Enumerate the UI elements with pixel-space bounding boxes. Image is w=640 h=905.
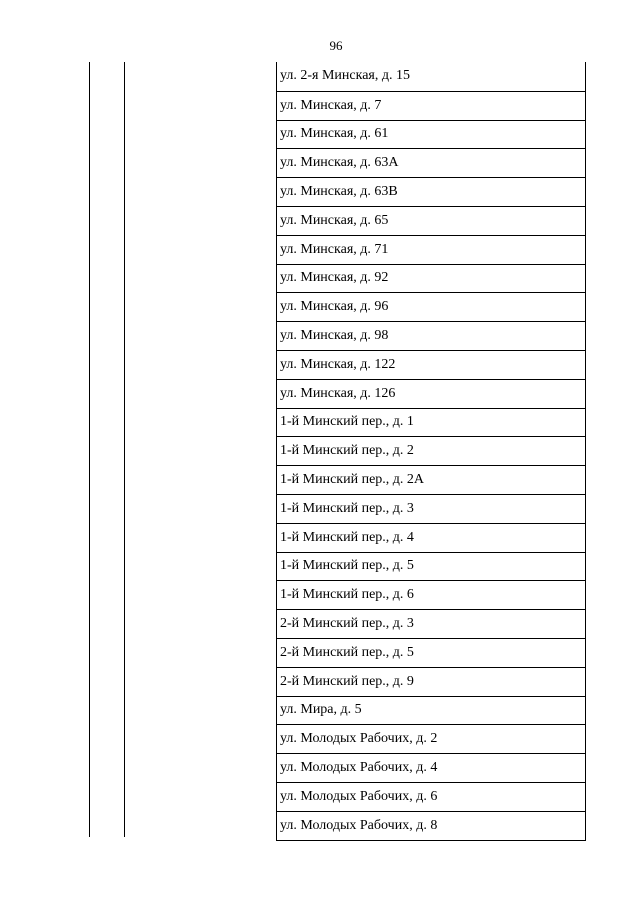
table-row: 1-й Минский пер., д. 6 [277,580,585,609]
table-row: 1-й Минский пер., д. 2А [277,465,585,494]
table-row: 1-й Минский пер., д. 4 [277,523,585,552]
table-row: ул. Минская, д. 61 [277,120,585,149]
table-row: ул. Минская, д. 63А [277,148,585,177]
table-row: ул. Молодых Рабочих, д. 6 [277,782,585,811]
table-row: 1-й Минский пер., д. 1 [277,408,585,437]
table-row: 2-й Минский пер., д. 9 [277,667,585,696]
table-column-divider [124,62,125,837]
table-row: ул. Минская, д. 92 [277,264,585,293]
page-number: 96 [329,38,343,53]
table-row: ул. Молодых Рабочих, д. 2 [277,724,585,753]
table-row: ул. Минская, д. 122 [277,350,585,379]
table-row: 1-й Минский пер., д. 3 [277,494,585,523]
table-row: ул. Минская, д. 126 [277,379,585,408]
table-row: ул. Мира, д. 5 [277,696,585,725]
table-row: ул. Минская, д. 71 [277,235,585,264]
table-row: ул. Минская, д. 96 [277,292,585,321]
table-row: ул. Молодых Рабочих, д. 8 [277,811,585,840]
table-row: 2-й Минский пер., д. 3 [277,609,585,638]
table-row: ул. Молодых Рабочих, д. 4 [277,753,585,782]
table-column-divider [89,62,90,837]
table-row: 1-й Минский пер., д. 5 [277,552,585,581]
table-row: ул. Минская, д. 7 [277,91,585,120]
table-row: ул. 2-я Минская, д. 15 [280,68,410,84]
table-row: 2-й Минский пер., д. 5 [277,638,585,667]
table-row: 1-й Минский пер., д. 2 [277,436,585,465]
table-row: ул. Минская, д. 98 [277,321,585,350]
table-row: ул. Минская, д. 65 [277,206,585,235]
table-row: ул. Минская, д. 63В [277,177,585,206]
address-table [276,62,586,841]
